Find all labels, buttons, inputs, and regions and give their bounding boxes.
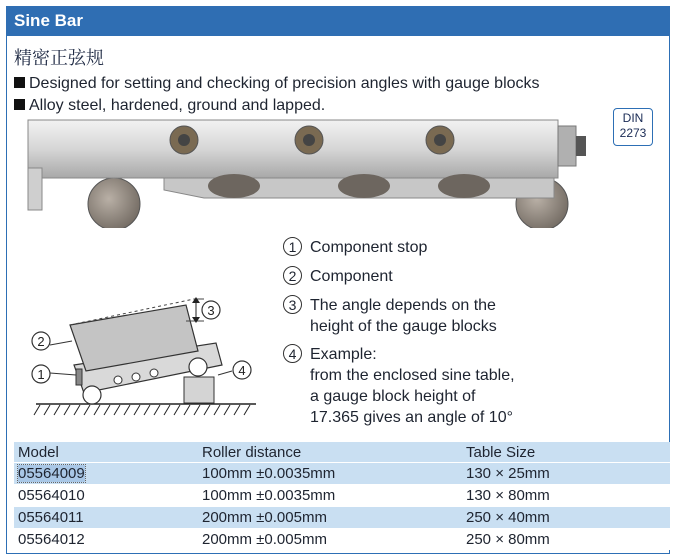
table-size-cell: 130 × 25mm	[462, 463, 670, 485]
legend-text: The angle depends on the	[310, 297, 496, 314]
din-number: 2273	[619, 126, 647, 140]
legend-text: Example:	[310, 346, 377, 363]
legend-number: 2	[283, 266, 302, 285]
table-row[interactable]	[14, 485, 670, 507]
table-row[interactable]	[14, 529, 670, 551]
model-cell[interactable]: 05564012	[14, 529, 198, 551]
table-row[interactable]	[14, 507, 670, 529]
square-bullet-icon	[14, 77, 25, 88]
bullet-text: Alloy steel, hardened, ground and lapped.	[29, 97, 326, 114]
panel-title: Sine Bar	[6, 6, 670, 36]
sine-bar-photo	[24, 118, 599, 228]
roller-distance-cell: 100mm ±0.0035mm	[198, 485, 462, 507]
table-row[interactable]	[14, 463, 670, 485]
diagram-label-4: 4	[238, 363, 246, 378]
roller-distance-cell: 200mm ±0.005mm	[198, 507, 462, 529]
diagram-label-1: 1	[37, 367, 45, 382]
table-size-cell: 250 × 80mm	[462, 529, 670, 551]
legend-text: from the enclosed sine table,	[310, 367, 515, 384]
legend-number: 4	[283, 344, 302, 363]
column-header-model: Model	[14, 442, 198, 463]
sine-bar-schematic	[26, 285, 266, 425]
model-cell[interactable]: 05564011	[14, 507, 198, 529]
bullet-text: Designed for setting and checking of precision angles with gauge blocks	[29, 75, 540, 92]
din-badge	[613, 108, 653, 146]
spec-table	[14, 442, 670, 550]
bullet-item	[14, 75, 540, 93]
table-size-cell: 130 × 80mm	[462, 485, 670, 507]
chinese-subtitle: 精密正弦规	[14, 48, 104, 69]
legend-text: a gauge block height of	[310, 388, 476, 405]
legend-text: Component stop	[310, 239, 428, 256]
legend-text: 17.365 gives an angle of 10°	[310, 409, 513, 426]
table-header-row	[14, 442, 670, 463]
roller-distance-cell: 100mm ±0.0035mm	[198, 463, 462, 485]
diagram-label-3: 3	[207, 303, 215, 318]
bullet-item	[14, 97, 325, 115]
column-header-roller-distance: Roller distance	[198, 442, 462, 463]
table-size-cell: 250 × 40mm	[462, 507, 670, 529]
legend-text: Component	[310, 268, 393, 285]
model-cell[interactable]: 05564010	[14, 485, 198, 507]
square-bullet-icon	[14, 99, 25, 110]
column-header-table-size: Table Size	[462, 442, 670, 463]
legend-number: 1	[283, 237, 302, 256]
roller-distance-cell: 200mm ±0.005mm	[198, 529, 462, 551]
model-cell[interactable]	[14, 463, 198, 485]
selected-model-text[interactable]: 05564009	[18, 465, 85, 482]
legend-text: height of the gauge blocks	[310, 318, 497, 335]
din-label: DIN	[622, 111, 644, 125]
diagram-label-2: 2	[37, 334, 45, 349]
legend-number: 3	[283, 295, 302, 314]
